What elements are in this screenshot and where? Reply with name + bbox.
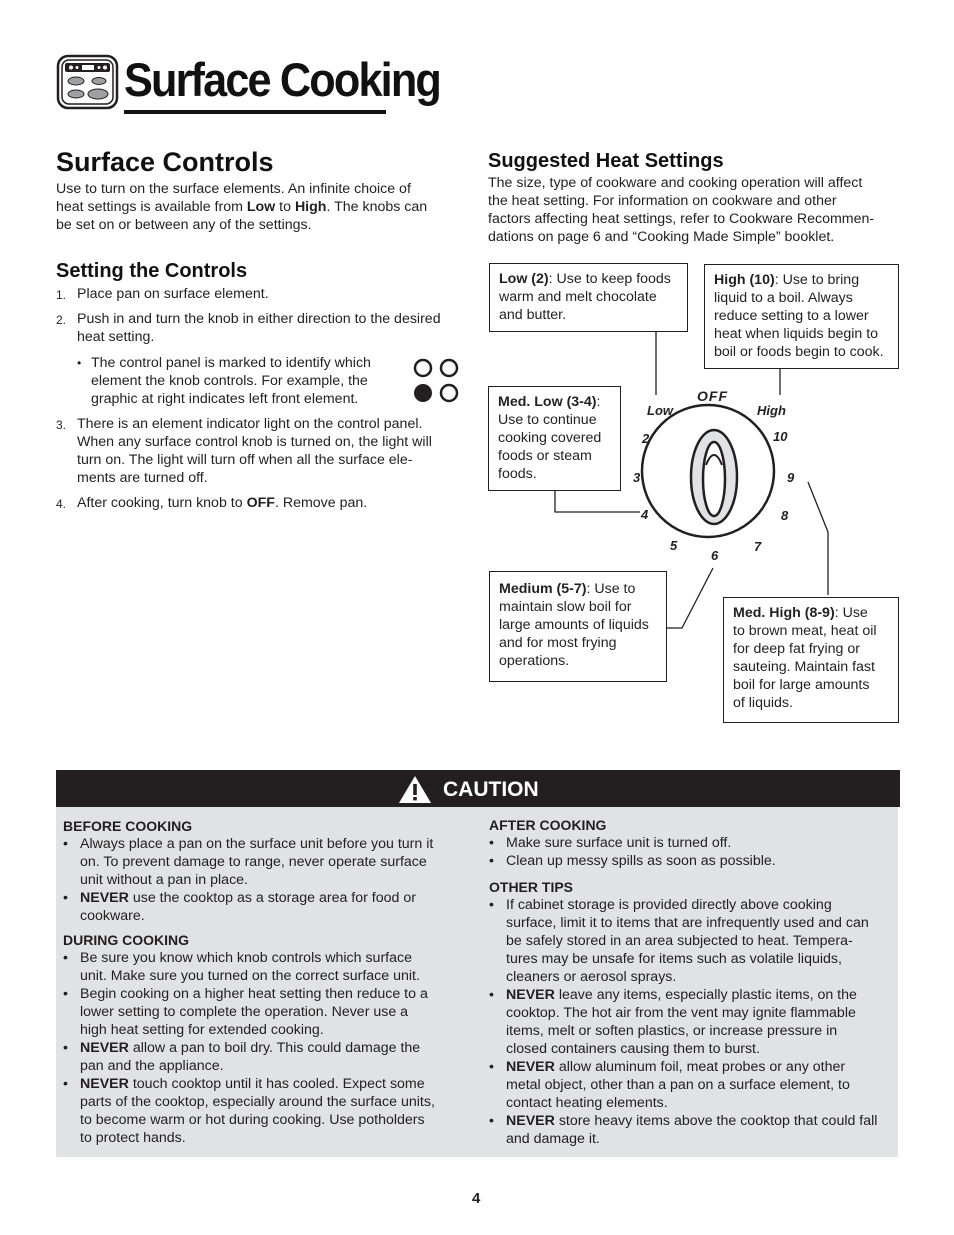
page-header-title: Surface Cooking [124, 53, 440, 106]
caution-heading-after: AFTER COOKING [489, 817, 607, 833]
step-1: 1. Place pan on surface element. [56, 286, 269, 302]
step-4: 4. After cooking, turn knob to OFF. Remove pan. [56, 495, 368, 511]
callout-high: High (10): Use to bring liquid to a boil. Always reduce setting to a lower heat when liquids begin to boil or foods begin to cook. [704, 264, 899, 369]
caution-item: • Make sure surface unit is turned off. [489, 835, 732, 851]
dial-label-7: 7 [754, 539, 762, 554]
warning-triangle-icon [398, 775, 432, 804]
caution-left-column [63, 817, 463, 1147]
heat-dial-knob [642, 405, 774, 537]
caution-item: • NEVER store heavy items above the cooktop that could fall and damage it. [489, 1113, 878, 1147]
step-2-bullet: • The control panel is marked to identify which element the knob controls. For example, the graphic at right indicates left front element. [77, 355, 371, 407]
page-number: 4 [472, 1190, 481, 1207]
caution-heading-before: BEFORE COOKING [63, 818, 193, 834]
caution-heading-during: DURING COOKING [63, 932, 189, 948]
caution-heading-other: OTHER TIPS [489, 879, 574, 895]
dial-label-low: Low [647, 403, 673, 418]
caution-item: • Always place a pan on the surface unit before you turn it on. To prevent damage to range, never operate surface unit without a pan in place. [63, 836, 434, 888]
dial-label-off: OFF [697, 388, 728, 404]
section-title-suggested-heat: Suggested Heat Settings [488, 150, 724, 172]
element-indicator-graphic [410, 357, 462, 405]
header-rule [124, 110, 386, 114]
dial-label-6: 6 [711, 548, 719, 563]
dial-label-8: 8 [781, 508, 789, 523]
surface-controls-intro: Use to turn on the surface elements. An infinite choice of heat settings is available from Low to High. The knobs can be set on or between any of the settings. [56, 181, 428, 233]
caution-item: • NEVER use the cooktop as a storage area for food or cookware. [63, 890, 416, 924]
dial-label-high: High [757, 403, 786, 418]
caution-banner [56, 770, 900, 807]
dial-label-5: 5 [670, 538, 678, 553]
caution-item: • Clean up messy spills as soon as possible. [489, 853, 776, 869]
step-2: 2. Push in and turn the knob in either direction to the desired heat setting. [56, 311, 441, 345]
caution-item: • NEVER leave any items, especially plastic items, on the cooktop. The hot air from the vent may ignite flammable items, melt or soften plastics, or increase pressure in closed containers causing them to burst. [489, 987, 857, 1057]
dial-label-10: 10 [773, 429, 788, 444]
dial-label-9: 9 [787, 470, 795, 485]
caution-item: • NEVER allow aluminum foil, meat probes or any other metal object, other than a pan on a surface element, to contact heating elements. [489, 1059, 850, 1111]
step-3: 3. There is an element indicator light on the control panel. When any surface control knob is turned on, the light will turn on. The light will turn off when all the surface ele- ments are turned off. [56, 416, 432, 486]
dial-label-2: 2 [642, 431, 650, 446]
cooktop-icon [56, 54, 120, 110]
dial-label-4: 4 [641, 507, 649, 522]
dial-label-3: 3 [633, 470, 641, 485]
callout-low: Low (2): Use to keep foods warm and melt chocolate and butter. [489, 263, 688, 332]
section-title-surface-controls: Surface Controls [56, 147, 274, 177]
callout-med-high: Med. High (8-9): Use to brown meat, heat oil for deep fat frying or sauteing. Maintain fast boil for large amounts of liquids. [723, 597, 899, 723]
suggested-intro: The size, type of cookware and cooking operation will affect the heat setting. For information on cookware and other factors affecting heat settings, refer to Cookware Recommen- dations on page 6 and “Cooking Made Simple” booklet. [488, 175, 875, 245]
caution-item: • NEVER touch cooktop until it has cooled. Expect some parts of the cooktop, especially around the surface units, to become warm or hot during cooking. Use potholders to protect hands. [63, 1076, 435, 1146]
caution-title: CAUTION [443, 778, 539, 801]
caution-item: • Be sure you know which knob controls which surface unit. Make sure you turned on the correct surface unit. [63, 950, 420, 984]
caution-item: • Begin cooking on a higher heat setting then reduce to a lower setting to complete the operation. Never use a high heat setting for extended cooking. [63, 986, 428, 1038]
caution-item: • NEVER allow a pan to boil dry. This could damage the pan and the appliance. [63, 1040, 421, 1074]
callout-med-low: Med. Low (3-4): Use to continue cooking covered foods or steam foods. [488, 386, 621, 491]
caution-item: • If cabinet storage is provided directly above cooking surface, limit it to items that are infrequently used and can be safely stored in an area subjected to heat. Tempera- tures may be unsafe for items such as volatile liquids, cleaners or aerosol sprays. [489, 897, 869, 985]
caution-right-column [489, 816, 894, 1148]
callout-medium: Medium (5-7): Use to maintain slow boil for large amounts of liquids and for most frying operations. [489, 571, 667, 682]
section-title-setting-controls: Setting the Controls [56, 260, 248, 282]
